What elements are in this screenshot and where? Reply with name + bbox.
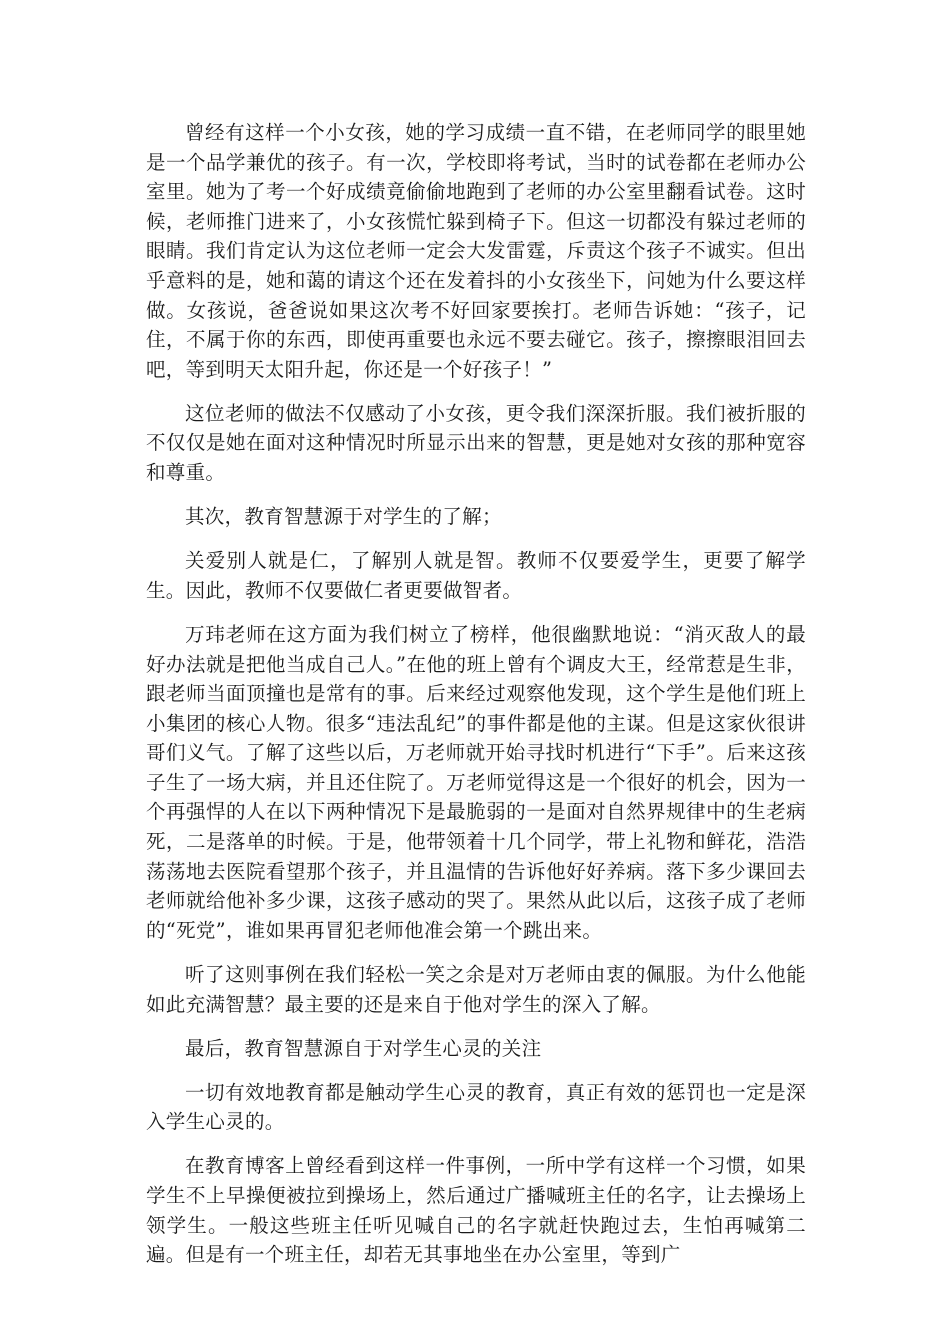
paragraph-effective-education: 一切有效地教育都是触动学生心灵的教育，真正有效的惩罚也一定是深入学生心灵的。 [146,1080,806,1134]
paragraph-wan-wei-story: 万玮老师在这方面为我们树立了榜样，他很幽默地说：“消灭敌人的最好办法就是把他当成自己人。”在他的班上曾有个调皮大王，经常惹是生非，跟老师当面顶撞也是常有的事。后来经过观察他发现，这个学生是他们班上小集团的核心人物。很多“违法乱纪”的事件都是他的主谋。但是这家伙很讲哥们义气。了解了这些以后，万老师就开始寻找时机进行“下手”。后来这孩子生了一场大病，并且还住院了。万老师觉得这是一个很好的机会，因为一个再强悍的人在以下两种情况下是最脆弱的一是面对自然界规律中的生老病死，二是落单的时候。于是，他带领着十几个同学，带上礼物和鲜花，浩浩荡荡地去医院看望那个孩子，并且温情的告诉他好好养病。落下多少课回去老师就给他补多少课，这孩子感动的哭了。果然从此以后，这孩子成了老师的“死党”，谁如果再冒犯老师他准会第一个跳出来。 [146,622,806,942]
paragraph-wan-wei-reflection: 听了这则事例在我们轻松一笑之余是对万老师由衷的佩服。为什么他能如此充满智慧？最主要的还是来自于他对学生的深入了解。 [146,962,806,1016]
paragraph-teacher-admiration: 这位老师的做法不仅感动了小女孩，更令我们深深折服。我们被折服的不仅仅是她在面对这种情况时所显示出来的智慧，更是她对女孩的那种宽容和尊重。 [146,401,806,485]
document-body [146,118,806,1284]
paragraph-blog-story: 在教育博客上曾经看到这样一件事例，一所中学有这样一个习惯，如果学生不上早操便被拉到操场上，然后通过广播喊班主任的名字，让去操场上领学生。一般这些班主任听见喊自己的名字就赶快跑过去，生怕再喊第二遍。但是有一个班主任，却若无其事地坐在办公室里，等到广 [146,1154,806,1267]
paragraph-benevolence-wisdom: 关爱别人就是仁，了解别人就是智。教师不仅要爱学生，更要了解学生。因此，教师不仅要做仁者更要做智者。 [146,549,806,602]
paragraph-heading-soul: 最后，教育智慧源自于对学生心灵的关注 [185,1036,542,1060]
paragraph-girl-story: 曾经有这样一个小女孩，她的学习成绩一直不错，在老师同学的眼里她是一个品学兼优的孩子。有一次，学校即将考试，当时的试卷都在老师办公室里。她为了考一个好成绩竟偷偷地跑到了老师的办公室里翻看试卷。这时候，老师推门进来了，小女孩慌忙躲到椅子下。但这一切都没有躲过老师的眼睛。我们肯定认为这位老师一定会大发雷霆，斥责这个孩子不诚实。但出乎意料的是，她和蔼的请这个还在发着抖的小女孩坐下，问她为什么要这样做。女孩说，爸爸说如果这次考不好回家要挨打。老师告诉她：“孩子，记住，不属于你的东西，即使再重要也永远不要去碰它。孩子，擦擦眼泪回去吧，等到明天太阳升起，你还是一个好孩子！” [146,121,806,381]
paragraph-heading-understanding: 其次，教育智慧源于对学生的了解； [185,505,502,529]
